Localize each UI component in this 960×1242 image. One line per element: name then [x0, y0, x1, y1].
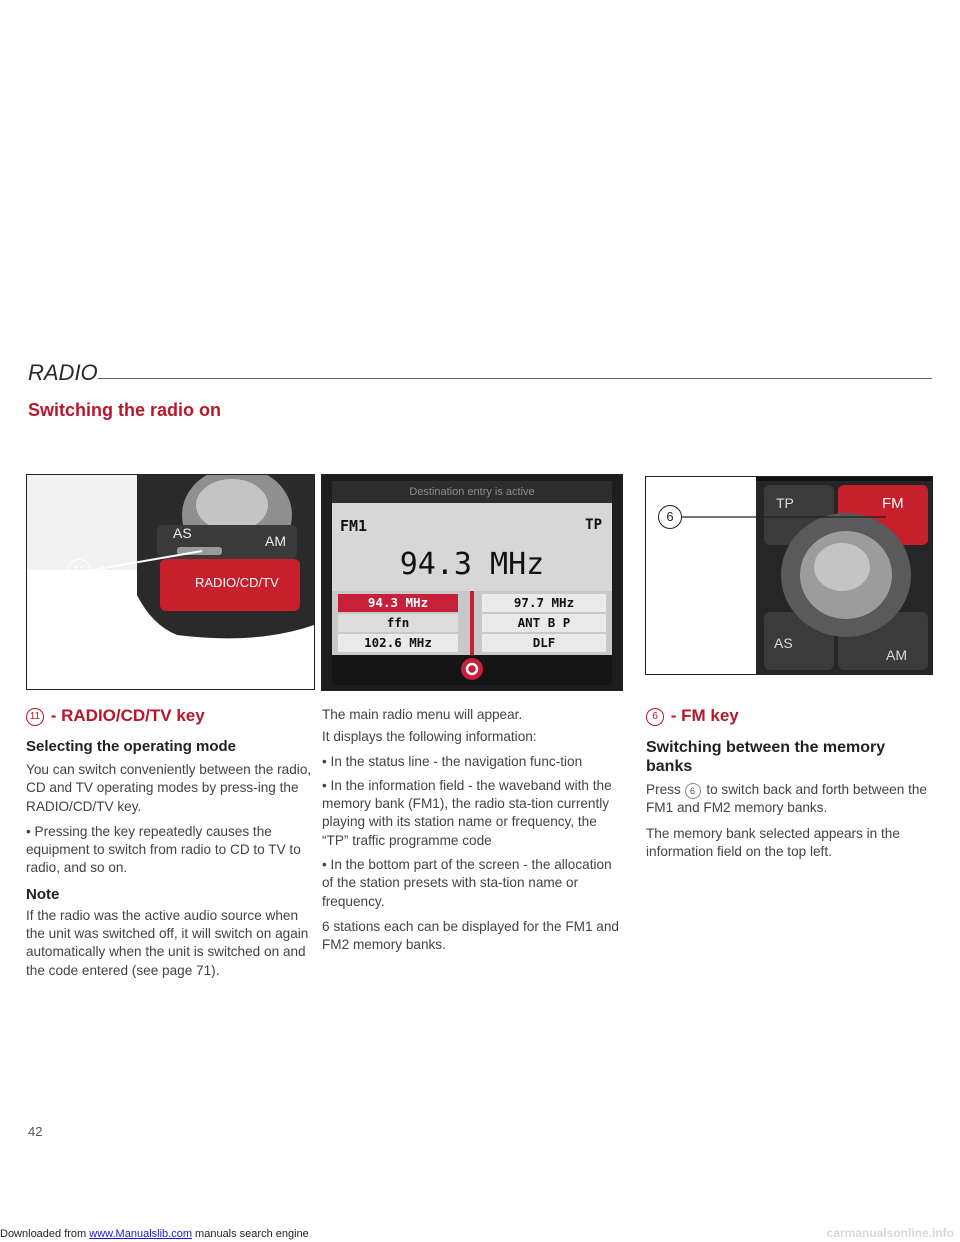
page-heading: Switching the radio on [28, 400, 221, 420]
preset-1: 94.3 MHz [338, 594, 458, 612]
information-field-bullet: • In the information field - the waveband with the memory bank (FM1), the radio sta-tion currently playing with its station name or frequency, the “TP” traffic programme code [322, 777, 612, 848]
column-1 [26, 706, 313, 980]
repeat-press-text: • Pressing the key repeatedly causes the equipment to switch from radio to CD to TV to radio, and so on. [26, 823, 301, 876]
callout-c-icon [332, 655, 612, 685]
figure-fm-key [645, 476, 933, 675]
key-heading-text: - FM key [670, 706, 739, 725]
figure-radio-screen [321, 474, 623, 691]
screen-frequency: 94.3 MHz [399, 547, 545, 582]
watermark-text: carmanualsonline.info [826, 1226, 954, 1240]
note-heading: Note [26, 885, 60, 903]
footer-suffix: manuals search engine [195, 1228, 309, 1240]
footer-prefix: Downloaded from [0, 1228, 87, 1240]
tp-key-label: TP [776, 495, 794, 511]
bank-display-text: The memory bank selected appears in the information field on the top left. [646, 825, 900, 859]
memory-banks-heading: Switching between the memory banks [646, 739, 886, 775]
key-heading-text: - RADIO/CD/TV key [50, 706, 205, 725]
column-3 [646, 706, 932, 861]
manualslib-link[interactable]: www.Manualslib.com [89, 1228, 192, 1240]
fm-key-heading [646, 706, 932, 726]
column-2 [322, 706, 622, 955]
preset-5: 102.6 MHz [338, 634, 458, 652]
preset-4: ANT B P [482, 614, 606, 632]
screen-status-line: Destination entry is active [332, 481, 612, 503]
section-divider [98, 378, 932, 379]
press-text: Press [646, 782, 681, 797]
memory-banks-text [646, 781, 932, 818]
status-line-bullet: • In the status line - the navigation func-tion [322, 753, 583, 769]
figure-radio-cd-tv-key [26, 474, 315, 690]
screen-presets [332, 591, 612, 655]
key-6-badge: 6 [685, 783, 701, 799]
preset-3: ffn [338, 614, 458, 632]
menu-appear-text: The main radio menu will appear. [322, 707, 523, 722]
displays-info-text: It displays the following information: [322, 729, 537, 745]
fm-key-label: FM [882, 495, 904, 512]
operating-mode-heading: Selecting the operating mode [26, 738, 237, 755]
page-number: 42 [28, 1124, 43, 1139]
screen-tp: TP [585, 517, 602, 533]
radio-cd-tv-key-heading [26, 706, 313, 726]
callout-6: 6 [658, 505, 682, 529]
radio-cd-tv-key-label: RADIO/CD/TV [195, 575, 279, 590]
as-key-label: AS [173, 525, 192, 541]
key-number-badge: 6 [646, 708, 664, 726]
download-footer [0, 1228, 309, 1240]
am-key-label: AM [886, 647, 907, 663]
preset-2: 97.7 MHz [482, 594, 606, 612]
screen-information-field [332, 503, 612, 591]
callout-11: 11 [67, 559, 91, 583]
screen-bottom [332, 655, 612, 685]
stations-text: 6 stations each can be displayed for the FM1 and FM2 memory banks. [322, 918, 619, 953]
screen-band: FM1 [340, 517, 368, 535]
section-title: RADIO [28, 360, 98, 385]
operating-mode-text: You can switch conveniently between the radio, CD and TV operating modes by press-ing the RADIO/CD/TV key. [26, 762, 312, 814]
bottom-screen-bullet: • In the bottom part of the screen - the allocation of the station presets with sta-tion name or frequency. [322, 857, 612, 909]
as-key-label: AS [774, 635, 793, 651]
key-number-badge: 11 [26, 708, 44, 726]
am-key-label: AM [265, 533, 286, 549]
note-text: If the radio was the active audio source when the unit was switched off, it will switch on again automatically when the unit is switched on and the code entered (see page 71). [26, 907, 309, 978]
callout-line [470, 591, 474, 655]
preset-6: DLF [482, 634, 606, 652]
switch-banks-text: to switch back and forth between the FM1 and FM2 memory banks. [646, 782, 927, 816]
